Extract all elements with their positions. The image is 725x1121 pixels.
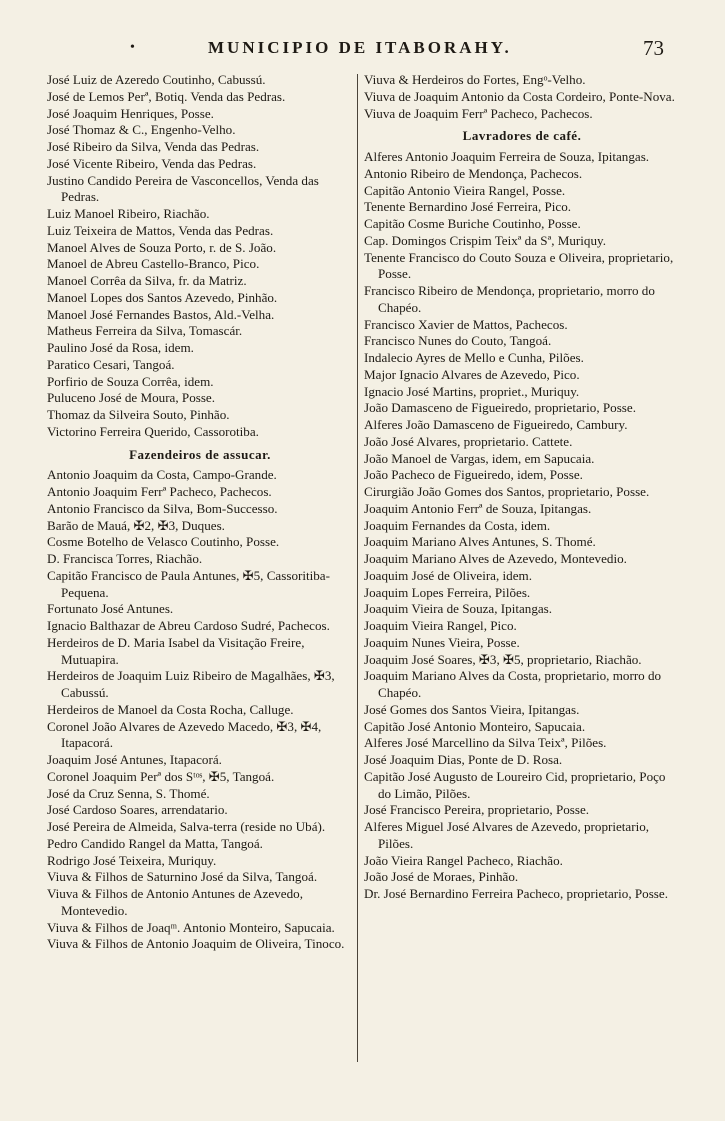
directory-entry: Manoel de Abreu Castello-Branco, Pico. xyxy=(47,256,260,272)
directory-entry: Francisco Nunes do Couto, Tangoá. xyxy=(364,333,552,349)
directory-entry: Alferes João Damasceno de Figueiredo, Cambury. xyxy=(364,417,628,432)
directory-entry: Tenente Francisco do Couto Souza e Oliveira, proprietario, Posse. xyxy=(364,249,674,282)
directory-entry: Antonio Ribeiro de Mendonça, Pachecos. xyxy=(364,165,583,181)
directory-entry: Capitão Cosme Buriche Coutinho, Posse. xyxy=(364,216,581,231)
directory-entry: Dr. José Bernardino Ferreira Pacheco, proprietario, Posse. xyxy=(364,886,668,901)
directory-entry: José Gomes dos Santos Vieira, Ipitangas. xyxy=(364,701,580,717)
directory-entry: João Damasceno de Figueiredo, proprietario, Posse. xyxy=(364,400,636,416)
directory-entry: Joaquim Mariano Alves da Costa, proprietario, morro do Chapéo. xyxy=(364,668,662,700)
directory-entry: Barão de Mauá, ✠2, ✠3, Duques. xyxy=(47,517,225,533)
directory-entry: João José Alvares, proprietario. Cattete. xyxy=(364,433,573,449)
directory-entry: Joaquim Mariano Alves de Azevedo, Montevedio. xyxy=(364,551,627,566)
directory-entry: Joaquim Lopes Ferreira, Pilões. xyxy=(364,584,531,600)
directory-entry: Capitão José Augusto de Loureiro Cid, proprietario, Poço do Limão, Pilões. xyxy=(364,768,666,801)
directory-entry: Alferes Miguel José Alvares de Azevedo, proprietario, Pilões. xyxy=(364,819,650,851)
directory-entry: José Luiz de Azeredo Coutinho, Cabussú. xyxy=(47,72,266,87)
directory-entry: Matheus Ferreira da Silva, Tomascár. xyxy=(47,323,243,339)
directory-entry: Joaquim Antonio Ferrª de Souza, Ipitangas. xyxy=(364,500,592,516)
directory-entry: José da Cruz Senna, S. Thomé. xyxy=(47,785,210,801)
directory-entry: Joaquim José de Oliveira, idem. xyxy=(364,567,533,583)
directory-entry: José Pereira de Almeida, Salva-terra (reside no Ubá). xyxy=(47,819,326,834)
directory-entry: Alferes José Marcellino da Silva Teixª, Pilões. xyxy=(364,735,607,751)
directory-entry: Viuva & Filhos de Joaqᵐ. Antonio Monteiro, Sapucaia. xyxy=(47,919,335,935)
directory-entry: Cirurgião João Gomes dos Santos, proprietario, Posse. xyxy=(364,484,650,499)
directory-entry: Luiz Manoel Ribeiro, Riachão. xyxy=(47,206,210,221)
directory-entry: Joaquim Vieira Rangel, Pico. xyxy=(364,618,517,633)
directory-entry: José Joaquim Dias, Ponte de D. Rosa. xyxy=(364,752,563,767)
directory-entry: Major Ignacio Alvares de Azevedo, Pico. xyxy=(364,366,580,382)
directory-entry: Viuva & Filhos de Saturnino José da Silva, Tangoá. xyxy=(47,869,318,885)
directory-entry: Joaquim José Soares, ✠3, ✠5, proprietario, Riachão. xyxy=(364,651,642,667)
directory-entry: Capitão Antonio Vieira Rangel, Posse. xyxy=(364,182,566,198)
directory-entry: Paratico Cesari, Tangoá. xyxy=(47,356,175,372)
directory-entry: Alferes Antonio Joaquim Ferreira de Souza, Ipitangas. xyxy=(364,149,650,164)
directory-entry: José Francisco Pereira, proprietario, Posse. xyxy=(364,802,590,818)
directory-entry: Cap. Domingos Crispim Teixª da Sª, Muriquy. xyxy=(364,232,606,248)
directory-entry: Justino Candido Pereira de Vasconcellos, Venda das Pedras. xyxy=(47,172,319,205)
right-column xyxy=(364,72,680,903)
directory-entry: Herdeiros de Joaquim Luiz Ribeiro de Magalhães, ✠3, Cabussú. xyxy=(47,668,335,700)
directory-entry: Francisco Ribeiro de Mendonça, proprietario, morro do Chapéo. xyxy=(364,283,655,315)
directory-entry: Viuva & Herdeiros do Fortes, Engᵒ-Velho. xyxy=(364,72,586,87)
directory-entry: Ignacio José Martins, propriet., Muriquy. xyxy=(364,383,580,399)
directory-entry: João José de Moraes, Pinhão. xyxy=(364,869,519,885)
directory-entry: Pedro Candido Rangel da Matta, Tangoá. xyxy=(47,835,263,851)
directory-entry: Cosme Botelho de Velasco Coutinho, Posse. xyxy=(47,534,280,550)
directory-entry: Viuva de Joaquim Antonio da Costa Cordeiro, Ponte-Nova. xyxy=(364,88,675,104)
directory-entry: Manoel Alves de Souza Porto, r. de S. João. xyxy=(47,239,277,255)
directory-entry: Puluceno José de Moura, Posse. xyxy=(47,390,216,406)
directory-entry: Viuva & Filhos de Antonio Joaquim de Oliveira, Tinoco. xyxy=(47,936,345,952)
directory-entry: Capitão Francisco de Paula Antunes, ✠5, Cassoritiba-Pequena. xyxy=(47,567,330,600)
directory-entry: Herdeiros de Manoel da Costa Rocha, Calluge. xyxy=(47,701,294,717)
directory-entry: Joaquim Fernandes da Costa, idem. xyxy=(364,517,551,533)
directory-entry: Paulino José da Rosa, idem. xyxy=(47,340,194,355)
directory-entry: Ignacio Balthazar de Abreu Cardoso Sudré, Pachecos. xyxy=(47,618,330,633)
column-divider xyxy=(357,74,358,1062)
directory-entry: José de Lemos Perª, Botiq. Venda das Pedras. xyxy=(47,88,286,104)
directory-entry: João Manoel de Vargas, idem, em Sapucaia. xyxy=(364,450,595,466)
section-heading: Lavradores de café. xyxy=(462,128,582,144)
directory-entry: Victorino Ferreira Querido, Cassorotiba. xyxy=(47,423,259,439)
directory-entry: Viuva de Joaquim Ferrª Pacheco, Pachecos. xyxy=(364,105,593,121)
page-mark: • xyxy=(130,40,135,55)
directory-entry: João Pacheco de Figueiredo, idem, Posse. xyxy=(364,467,583,483)
directory-entry: D. Francisca Torres, Riachão. xyxy=(47,551,203,566)
page-title: MUNICIPIO DE ITABORAHY. xyxy=(208,38,512,57)
directory-entry: Luiz Teixeira de Mattos, Venda das Pedras. xyxy=(47,222,274,238)
directory-entry: José Cardoso Soares, arrendatario. xyxy=(47,802,228,818)
directory-entry: Manoel Corrêa da Silva, fr. da Matriz. xyxy=(47,273,247,288)
directory-entry: Antonio Joaquim da Costa, Campo-Grande. xyxy=(47,467,277,483)
directory-entry: Antonio Francisco da Silva, Bom-Successo. xyxy=(47,500,278,516)
directory-entry: José Ribeiro da Silva, Venda das Pedras. xyxy=(47,139,260,154)
directory-entry: Porfirio de Souza Corrêa, idem. xyxy=(47,373,214,389)
directory-entry: Indalecio Ayres de Mello e Cunha, Pilões. xyxy=(364,350,584,365)
directory-entry: Tenente Bernardino José Ferreira, Pico. xyxy=(364,199,572,215)
section-heading: Fazendeiros de assucar. xyxy=(129,446,271,462)
directory-entry: José Vicente Ribeiro, Venda das Pedras. xyxy=(47,155,257,171)
directory-entry: João Vieira Rangel Pacheco, Riachão. xyxy=(364,852,563,868)
directory-entry: Joaquim José Antunes, Itapacorá. xyxy=(47,752,222,767)
directory-entry: Manoel José Fernandes Bastos, Ald.-Velha. xyxy=(47,306,275,322)
directory-entry: Herdeiros de D. Maria Isabel da Visitação Freire, Mutuapira. xyxy=(47,634,305,667)
directory-entry: Joaquim Mariano Alves Antunes, S. Thomé. xyxy=(364,534,596,550)
directory-entry: Capitão José Antonio Monteiro, Sapucaia. xyxy=(364,718,586,734)
directory-entry: Antonio Joaquim Ferrª Pacheco, Pachecos. xyxy=(47,484,272,499)
directory-entry: Manoel Lopes dos Santos Azevedo, Pinhão. xyxy=(47,289,278,305)
directory-entry: José Thomaz & C., Engenho-Velho. xyxy=(47,122,236,138)
directory-entry: Joaquim Nunes Vieira, Posse. xyxy=(364,634,520,650)
page-number: 73 xyxy=(643,36,664,60)
left-column xyxy=(47,72,353,953)
directory-entry: Thomaz da Silveira Souto, Pinhão. xyxy=(47,407,230,422)
directory-entry: Fortunato José Antunes. xyxy=(47,601,174,617)
directory-entry: Joaquim Vieira de Souza, Ipitangas. xyxy=(364,601,553,617)
directory-entry: Francisco Xavier de Mattos, Pachecos. xyxy=(364,316,568,332)
directory-entry: Viuva & Filhos de Antonio Antunes de Azevedo, Montevedio. xyxy=(47,886,303,918)
directory-entry: Rodrigo José Teixeira, Muriquy. xyxy=(47,852,217,868)
directory-entry: Coronel João Alvares de Azevedo Macedo, ✠3, ✠4, Itapacorá. xyxy=(47,718,322,751)
directory-entry: Coronel Joaquim Perª dos Sᵗᵒˢ, ✠5, Tangoá. xyxy=(47,768,275,784)
directory-entry: José Joaquim Henriques, Posse. xyxy=(47,105,214,121)
